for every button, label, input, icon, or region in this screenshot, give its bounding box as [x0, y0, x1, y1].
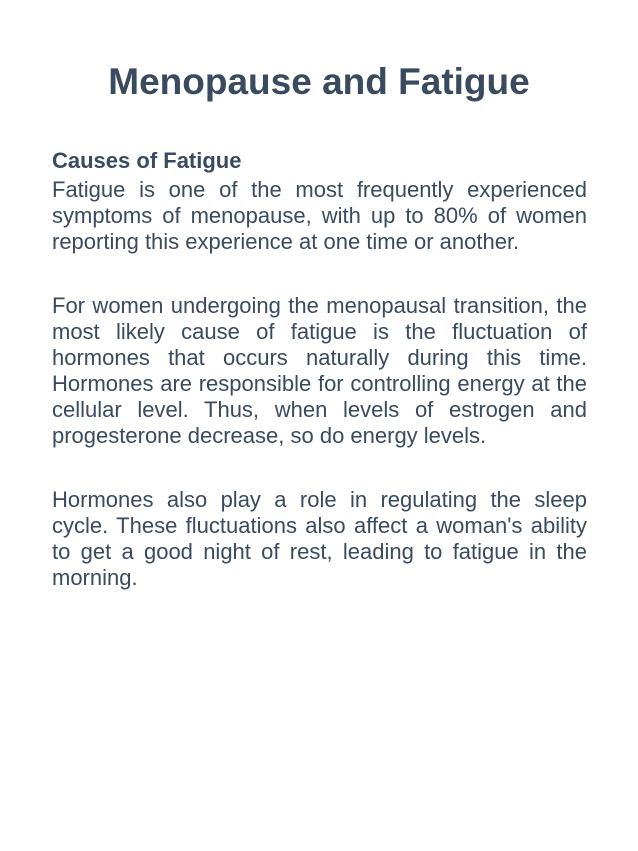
page-title: Menopause and Fatigue	[108, 61, 530, 102]
paragraph-2: For women undergoing the menopausal transition, the most likely cause of fatigue is the fluctuation of hormones that occurs naturally during this time. Hormones are responsible for controlling energy at the cellular level. Thus, when levels of estrogen and progesterone decrease, so do energy levels.	[52, 293, 587, 448]
paragraph-spacer	[52, 255, 587, 293]
section-heading: Causes of Fatigue	[52, 148, 242, 173]
paragraph-spacer	[52, 449, 587, 487]
slide-body	[52, 146, 587, 591]
paragraph-1: Fatigue is one of the most frequently experienced symptoms of menopause, with up to 80% of women reporting this experience at one time or another.	[52, 177, 587, 254]
paragraph-3: Hormones also play a role in regulating the sleep cycle. These fluctuations also affect a woman's ability to get a good night of rest, leading to fatigue in the morning.	[52, 487, 587, 590]
